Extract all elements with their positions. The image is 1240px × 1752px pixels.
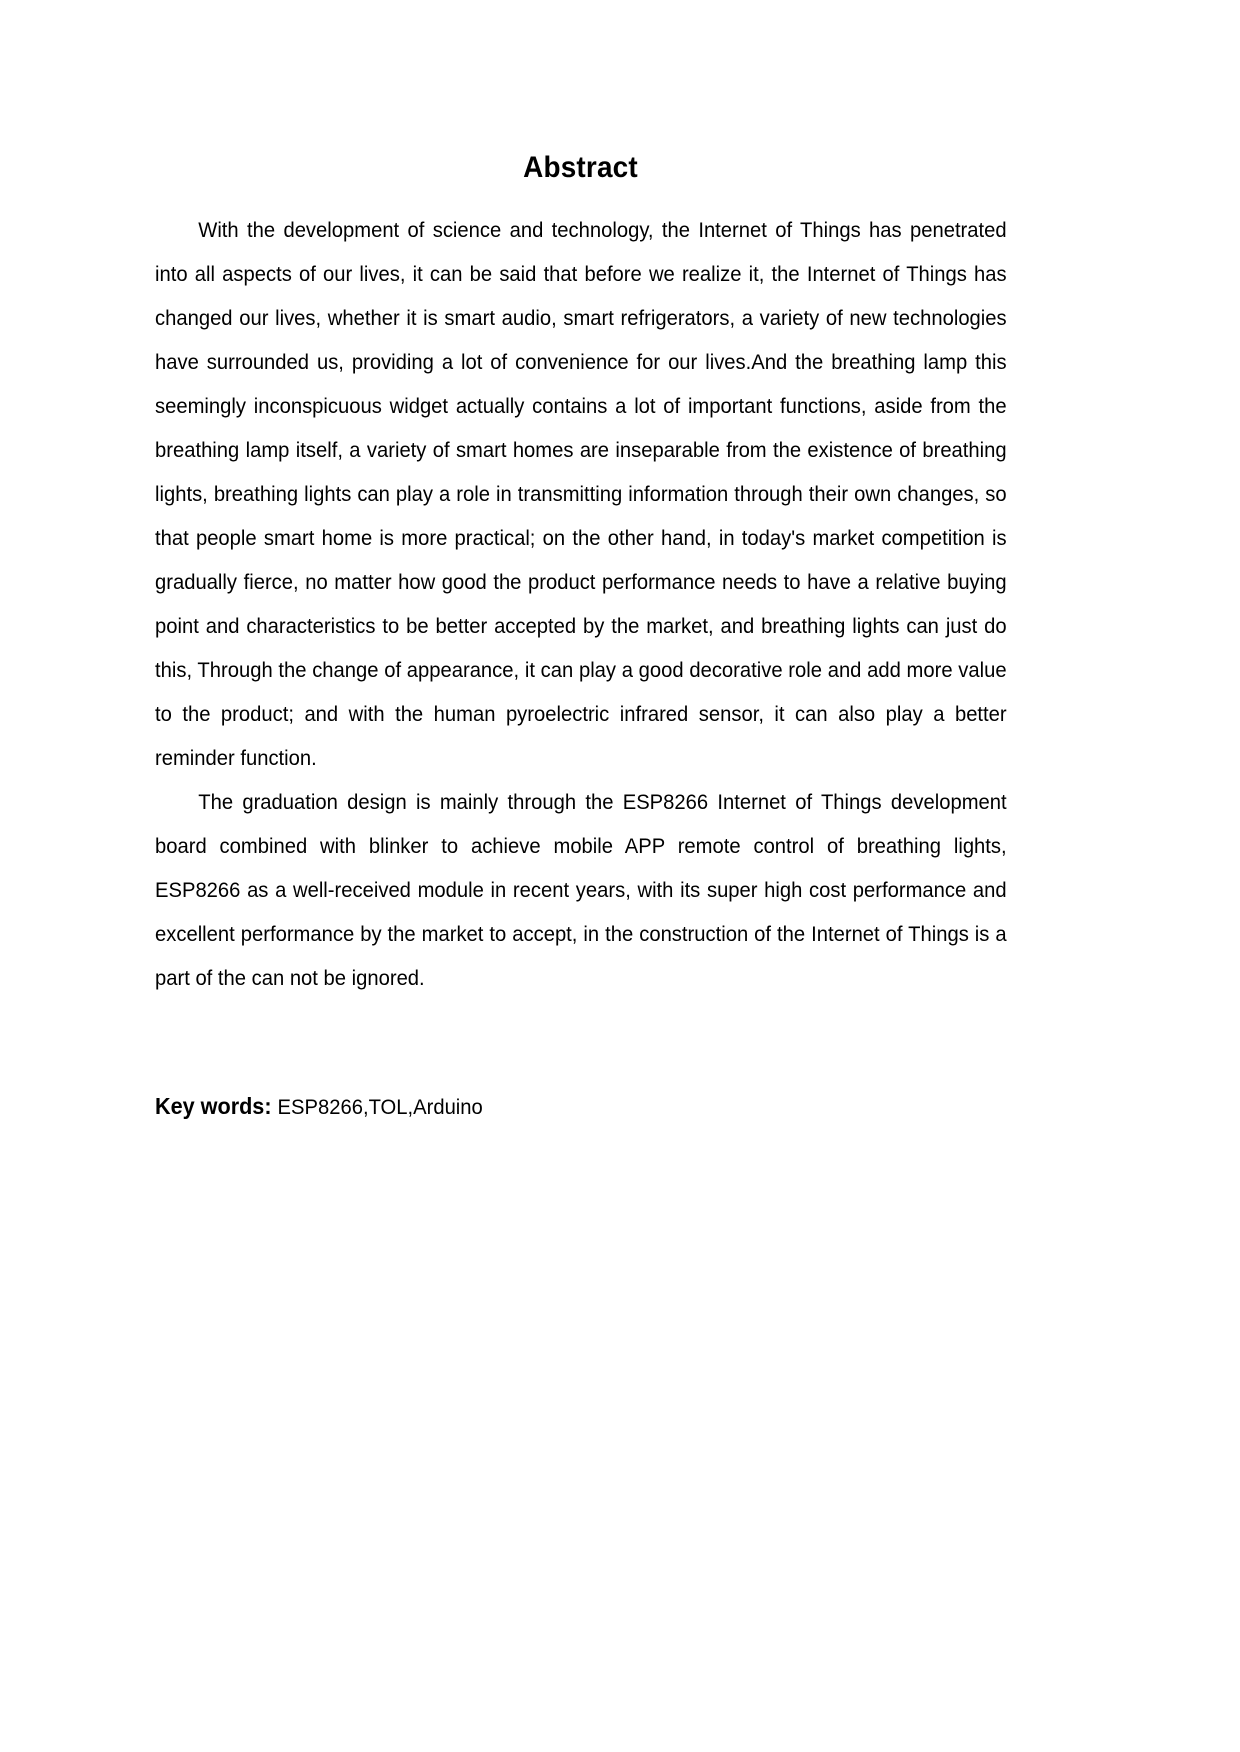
abstract-paragraph-2: The graduation design is mainly through the ESP8266 Internet of Things development board combined with blinker to achieve mobile APP remote control of breathing lights, ESP8266 as a well-received module in recent years, with its super high cost performance and excellent performance by the market to accept, in the construction of the Internet of Things is a part of the can not be ignored. bbox=[155, 790, 1007, 990]
abstract-paragraph-1: With the development of science and technology, the Internet of Things has penetrated into all aspects of our lives, it can be said that before we realize it, the Internet of Things has changed our lives, whether it is smart audio, smart refrigerators, a variety of new technologies have surrounded us, providing a lot of convenience for our lives.And the breathing lamp this seemingly inconspicuous widget actually contains a lot of important functions, aside from the breathing lamp itself, a variety of smart homes are inseparable from the existence of breathing lights, breathing lights can play a role in transmitting information through their own changes, so that people smart home is more practical; on the other hand, in today's market competition is gradually fierce, no matter how good the product performance needs to have a relative buying point and characteristics to be better accepted by the market, and breathing lights can just do this, Through the change of appearance, it can play a good decorative role and add more value to the product; and with the human pyroelectric infrared sensor, it can also play a better reminder function. bbox=[155, 218, 1007, 770]
keywords-line bbox=[155, 1084, 1007, 1129]
page-title: Abstract bbox=[523, 151, 638, 184]
abstract-content bbox=[155, 150, 1006, 1129]
keywords-value: ESP8266,TOL,Arduino bbox=[277, 1095, 483, 1119]
keywords-label: Key words: bbox=[155, 1093, 278, 1119]
